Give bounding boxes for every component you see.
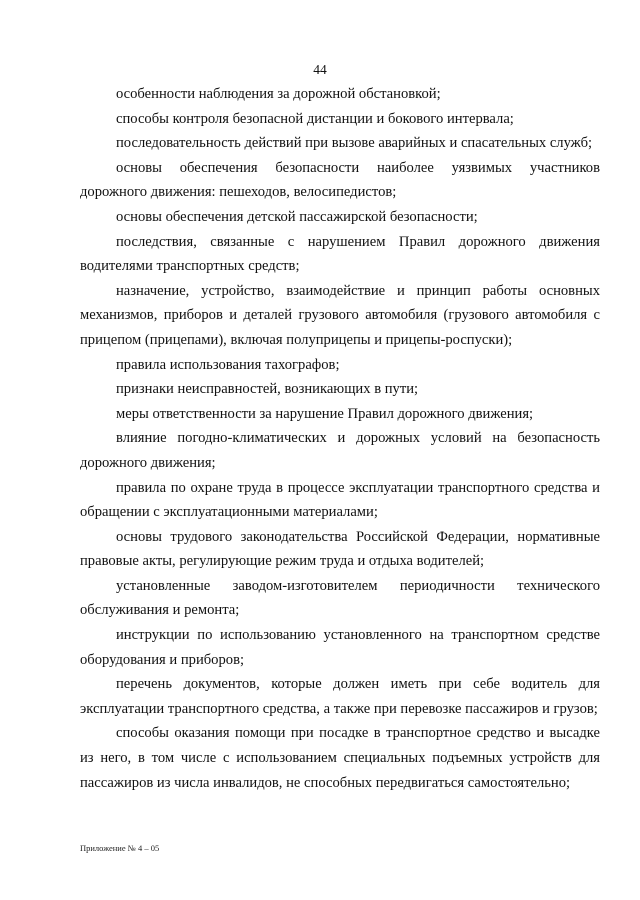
paragraph: основы трудового законодательства Российской Федерации, нормативные правовые акты, регулирующие режим труда и отдыха водителей; (80, 528, 600, 570)
footer-label: Приложение № 4 – 05 (80, 843, 160, 853)
paragraph: перечень документов, которые должен иметь при себе водитель для эксплуатации транспортного средства, а также при перевозке пассажиров и грузов; (80, 676, 600, 717)
paragraph: правила использования тахографов; (116, 356, 340, 373)
paragraph: основы обеспечения безопасности наиболее уязвимых участников дорожного движения: пешеходов, велосипедистов; (80, 159, 600, 201)
paragraph: способы оказания помощи при посадке в транспортное средство и высадке из него, в том числе с использованием специальных подъемных устройств для пассажиров из числа инвалидов, не способных передвигаться самостоятельно; (80, 725, 600, 791)
paragraph: установленные заводом-изготовителем периодичности технического обслуживания и ремонта; (80, 577, 600, 619)
paragraph: особенности наблюдения за дорожной обстановкой; (116, 86, 441, 102)
body-text (80, 82, 600, 795)
paragraph: влияние погодно-климатических и дорожных условий на безопасность дорожного движения; (80, 430, 600, 471)
paragraph: инструкции по использованию установленного на транспортном средстве оборудования и приборов; (80, 627, 600, 668)
paragraph: признаки неисправностей, возникающих в пути; (116, 381, 419, 398)
page-number: 44 (313, 62, 327, 77)
paragraph: меры ответственности за нарушение Правил дорожного движения; (116, 405, 534, 422)
paragraph: последовательность действий при вызове аварийных и спасательных служб; (116, 135, 593, 152)
paragraph: правила по охране труда в процессе эксплуатации транспортного средства и обращении с эксплуатационными материалами; (80, 479, 600, 521)
paragraph: основы обеспечения детской пассажирской безопасности; (116, 208, 478, 225)
paragraph: назначение, устройство, взаимодействие и принцип работы основных механизмов, приборов и деталей грузового автомобиля (грузового автомобиля с прицепом (прицепами), включая полуприцепы и прицепы-роспуски); (80, 282, 600, 348)
paragraph: последствия, связанные с нарушением Правил дорожного движения водителями транспортных средств; (80, 233, 600, 275)
paragraph: способы контроля безопасной дистанции и бокового интервала; (116, 110, 514, 127)
